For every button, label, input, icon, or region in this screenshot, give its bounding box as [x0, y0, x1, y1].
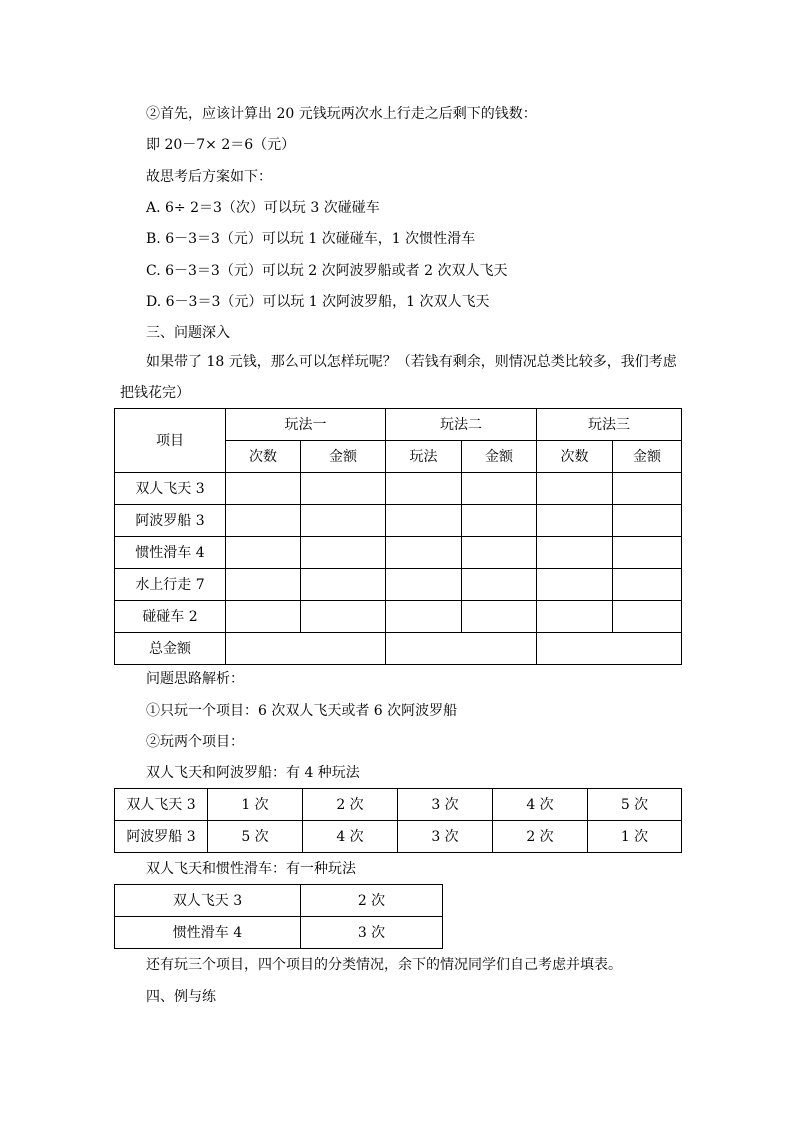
empty-cell[interactable]	[537, 505, 613, 537]
table-row	[115, 601, 682, 633]
question-paragraph: 如果带了 18 元钱，那么可以怎样玩呢？（若钱有剩余，则情况总类比较多，我们考虑	[146, 354, 677, 370]
empty-cell[interactable]	[226, 633, 386, 665]
empty-cell[interactable]	[386, 537, 462, 569]
empty-cell[interactable]	[537, 537, 613, 569]
empty-cell[interactable]	[226, 601, 301, 633]
question-paragraph-cont: 把钱花完）	[120, 385, 190, 401]
row-label: 双人飞天 3	[115, 885, 301, 917]
table-row	[115, 917, 443, 949]
paragraph-equation: 即 20－7× 2＝6（元）	[146, 137, 296, 153]
table-row	[115, 821, 682, 853]
combo-heading-2: 双人飞天和惯性滑车：有一种玩法	[146, 861, 356, 877]
table-row	[115, 473, 682, 505]
empty-cell[interactable]	[462, 601, 537, 633]
empty-cell[interactable]	[301, 601, 386, 633]
count-cell: 2 次	[303, 789, 398, 821]
count-cell: 3 次	[301, 917, 443, 949]
empty-cell[interactable]	[386, 569, 462, 601]
count-cell: 3 次	[398, 789, 493, 821]
empty-cell[interactable]	[613, 569, 682, 601]
empty-cell[interactable]	[386, 601, 462, 633]
row-label: 碰碰车 2	[115, 601, 226, 633]
table-row	[115, 505, 682, 537]
empty-cell[interactable]	[613, 601, 682, 633]
row-label: 惯性滑车 4	[115, 917, 301, 949]
paragraph-first-step: ②首先，应该计算出 20 元钱玩两次水上行走之后剩下的钱数：	[146, 106, 537, 122]
row-label: 双人飞天 3	[115, 473, 226, 505]
option-b: B. 6－3＝3（元）可以玩 1 次碰碰车，1 次惯性滑车	[146, 231, 476, 247]
empty-cell[interactable]	[386, 473, 462, 505]
empty-cell[interactable]	[462, 505, 537, 537]
sub-header: 次数	[537, 441, 613, 473]
plan-three-header: 玩法三	[537, 409, 682, 441]
count-cell: 1 次	[208, 789, 303, 821]
analysis-two-items: ②玩两个项目：	[146, 734, 244, 750]
empty-cell[interactable]	[386, 505, 462, 537]
empty-cell[interactable]	[462, 473, 537, 505]
plan-table	[114, 408, 682, 665]
empty-cell[interactable]	[226, 473, 301, 505]
count-cell: 5 次	[208, 821, 303, 853]
empty-cell[interactable]	[613, 505, 682, 537]
total-label: 总金额	[115, 633, 226, 665]
item-header: 项目	[115, 409, 226, 473]
empty-cell[interactable]	[613, 537, 682, 569]
count-cell: 3 次	[398, 821, 493, 853]
row-label: 水上行走 7	[115, 569, 226, 601]
section-heading-4: 四、例与练	[146, 989, 216, 1005]
empty-cell[interactable]	[613, 473, 682, 505]
table-row	[115, 789, 682, 821]
row-label: 阿波罗船 3	[115, 505, 226, 537]
closing-paragraph: 还有玩三个项目，四个项目的分类情况，余下的情况同学们自己考虑并填表。	[146, 957, 622, 973]
count-cell: 4 次	[493, 789, 588, 821]
empty-cell[interactable]	[386, 633, 537, 665]
plan-one-header: 玩法一	[226, 409, 386, 441]
plan-two-header: 玩法二	[386, 409, 537, 441]
empty-cell[interactable]	[226, 569, 301, 601]
sub-header: 金额	[301, 441, 386, 473]
analysis-heading: 问题思路解析：	[146, 671, 244, 687]
option-a: A. 6÷ 2＝3（次）可以玩 3 次碰碰车	[146, 200, 380, 216]
combo-heading-1: 双人飞天和阿波罗船：有 4 种玩法	[146, 765, 360, 781]
table-row	[115, 885, 443, 917]
count-cell: 2 次	[493, 821, 588, 853]
empty-cell[interactable]	[462, 537, 537, 569]
table-row	[115, 537, 682, 569]
combo-table-1	[114, 788, 682, 853]
empty-cell[interactable]	[537, 473, 613, 505]
sub-header: 金额	[613, 441, 682, 473]
empty-cell[interactable]	[537, 601, 613, 633]
count-cell: 2 次	[301, 885, 443, 917]
empty-cell[interactable]	[301, 537, 386, 569]
sub-header: 玩法	[386, 441, 462, 473]
row-label: 阿波罗船 3	[115, 821, 208, 853]
option-c: C. 6－3＝3（元）可以玩 2 次阿波罗船或者 2 次双人飞天	[146, 263, 508, 279]
empty-cell[interactable]	[537, 633, 682, 665]
sub-header: 金额	[462, 441, 537, 473]
empty-cell[interactable]	[462, 569, 537, 601]
empty-cell[interactable]	[301, 569, 386, 601]
paragraph-plan-intro: 故思考后方案如下：	[146, 169, 272, 185]
count-cell: 4 次	[303, 821, 398, 853]
empty-cell[interactable]	[301, 505, 386, 537]
empty-cell[interactable]	[537, 569, 613, 601]
total-row	[115, 633, 682, 665]
count-cell: 5 次	[588, 789, 682, 821]
row-label: 惯性滑车 4	[115, 537, 226, 569]
option-d: D. 6－3＝3（元）可以玩 1 次阿波罗船，1 次双人飞天	[146, 294, 490, 310]
empty-cell[interactable]	[226, 505, 301, 537]
sub-header: 次数	[226, 441, 301, 473]
combo-table-2	[114, 884, 443, 949]
empty-cell[interactable]	[226, 537, 301, 569]
empty-cell[interactable]	[301, 473, 386, 505]
table-row	[115, 569, 682, 601]
analysis-one-item: ①只玩一个项目：6 次双人飞天或者 6 次阿波罗船	[146, 703, 458, 719]
section-heading-3: 三、问题深入	[146, 325, 230, 341]
row-label: 双人飞天 3	[115, 789, 208, 821]
count-cell: 1 次	[588, 821, 682, 853]
